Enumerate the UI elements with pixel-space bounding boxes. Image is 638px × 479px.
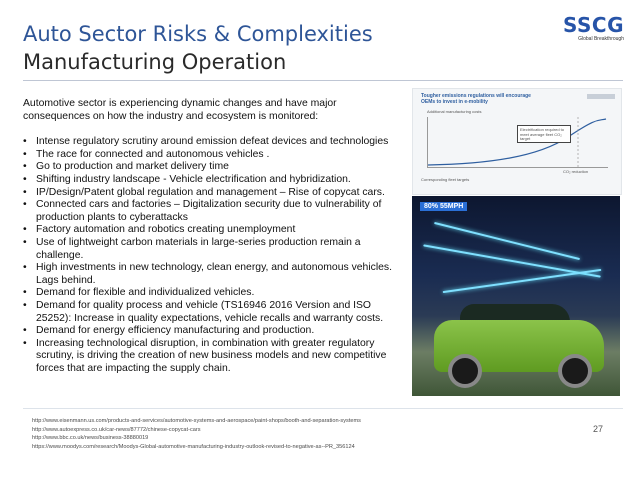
company-logo [556, 14, 624, 48]
logo-tagline: Global Breakthrough [578, 36, 624, 42]
road-light-line [443, 269, 602, 293]
source-links [32, 417, 592, 451]
slide-title: Auto Sector Risks & Complexities [23, 22, 373, 46]
image-x-label: CO₂ reduction [563, 169, 589, 174]
logo-text: SSCG [562, 13, 624, 37]
image-footer-label: Corresponding fleet targets [421, 177, 470, 182]
connected-car-image [412, 196, 620, 396]
bullet-item: • Go to production and market delivery time [23, 161, 403, 174]
car-wheel-front [448, 354, 482, 388]
image-callout-text: Electrification required to meet average fleet CO₂ target [520, 127, 565, 141]
source-link[interactable]: http://www.bbc.co.uk/news/business-38880019 [32, 435, 149, 442]
bullet-item: • Demand for energy efficiency manufacturing and production. [23, 325, 403, 338]
image-callout-box [517, 125, 571, 143]
emissions-chart-image [412, 88, 622, 195]
bullet-item: • IP/Design/Patent global regulation and management – Rise of copycat cars. [23, 187, 403, 200]
intro-paragraph: Automotive sector is experiencing dynamic changes and have major consequences on how the industry and ecosystem is monitored: [23, 98, 337, 122]
body-content [23, 98, 403, 375]
title-divider [23, 80, 623, 81]
bullet-item: • Demand for quality process and vehicle (TS16946 2016 Version and ISO 25252): Increase in quality expectations, vehicle recalls and warranty costs. [23, 300, 403, 325]
image-header: Tougher emissions regulations will encourage OEMs to invest in e-mobility [421, 93, 531, 105]
bullet-item: • Shifting industry landscape - Vehicle electrification and hybridization. [23, 174, 403, 187]
bullet-item: • Intense regulatory scrutiny around emission defeat devices and technologies [23, 136, 403, 149]
slide-subtitle: Manufacturing Operation [23, 50, 287, 74]
source-link[interactable]: https://www.moodys.com/research/Moodys-Global-automotive-manufacturing-industry-outlook-revised-to-negative-as--PR_356124 [32, 443, 355, 450]
bullet-item: • Increasing technological disruption, in combination with greater regulatory scrutiny, is driving the creation of new business models and new competitive forces that are impacting the supply chain. [23, 338, 403, 376]
bullet-item: • Demand for flexible and individualized vehicles. [23, 287, 403, 300]
source-link[interactable]: http://www.eisenmann.us.com/products-and-services/automotive-systems-and-aerospace/paint-shops/booth-and-separation-systems [32, 418, 361, 424]
footer-divider [23, 408, 623, 409]
source-link[interactable]: http://www.autoexpress.co.uk/car-news/87772/chinese-copycat-cars [32, 426, 201, 433]
bullet-item: • Factory automation and robotics creating unemployment [23, 224, 403, 237]
bullet-list [23, 136, 403, 375]
speed-badge: 80% 55MPH [420, 202, 467, 211]
bullet-item: • High investments in new technology, clean energy, and autonomous vehicles. Lags behind. [23, 262, 403, 287]
page-number: 27 [593, 424, 604, 434]
image-footer [421, 175, 611, 187]
bullet-item: • Use of lightweight carbon materials in large-series production remain a challenge. [23, 237, 403, 262]
bullet-item: • Connected cars and factories – Digitalization security due to vulnerability of production plants to cyberattacks [23, 199, 403, 224]
image-source-tag [587, 94, 615, 99]
image-cost-label: Additional manufacturing costs [427, 109, 482, 114]
road-light-line [434, 222, 580, 260]
bullet-item: • The race for connected and autonomous vehicles . [23, 149, 403, 162]
car-wheel-rear [558, 354, 592, 388]
